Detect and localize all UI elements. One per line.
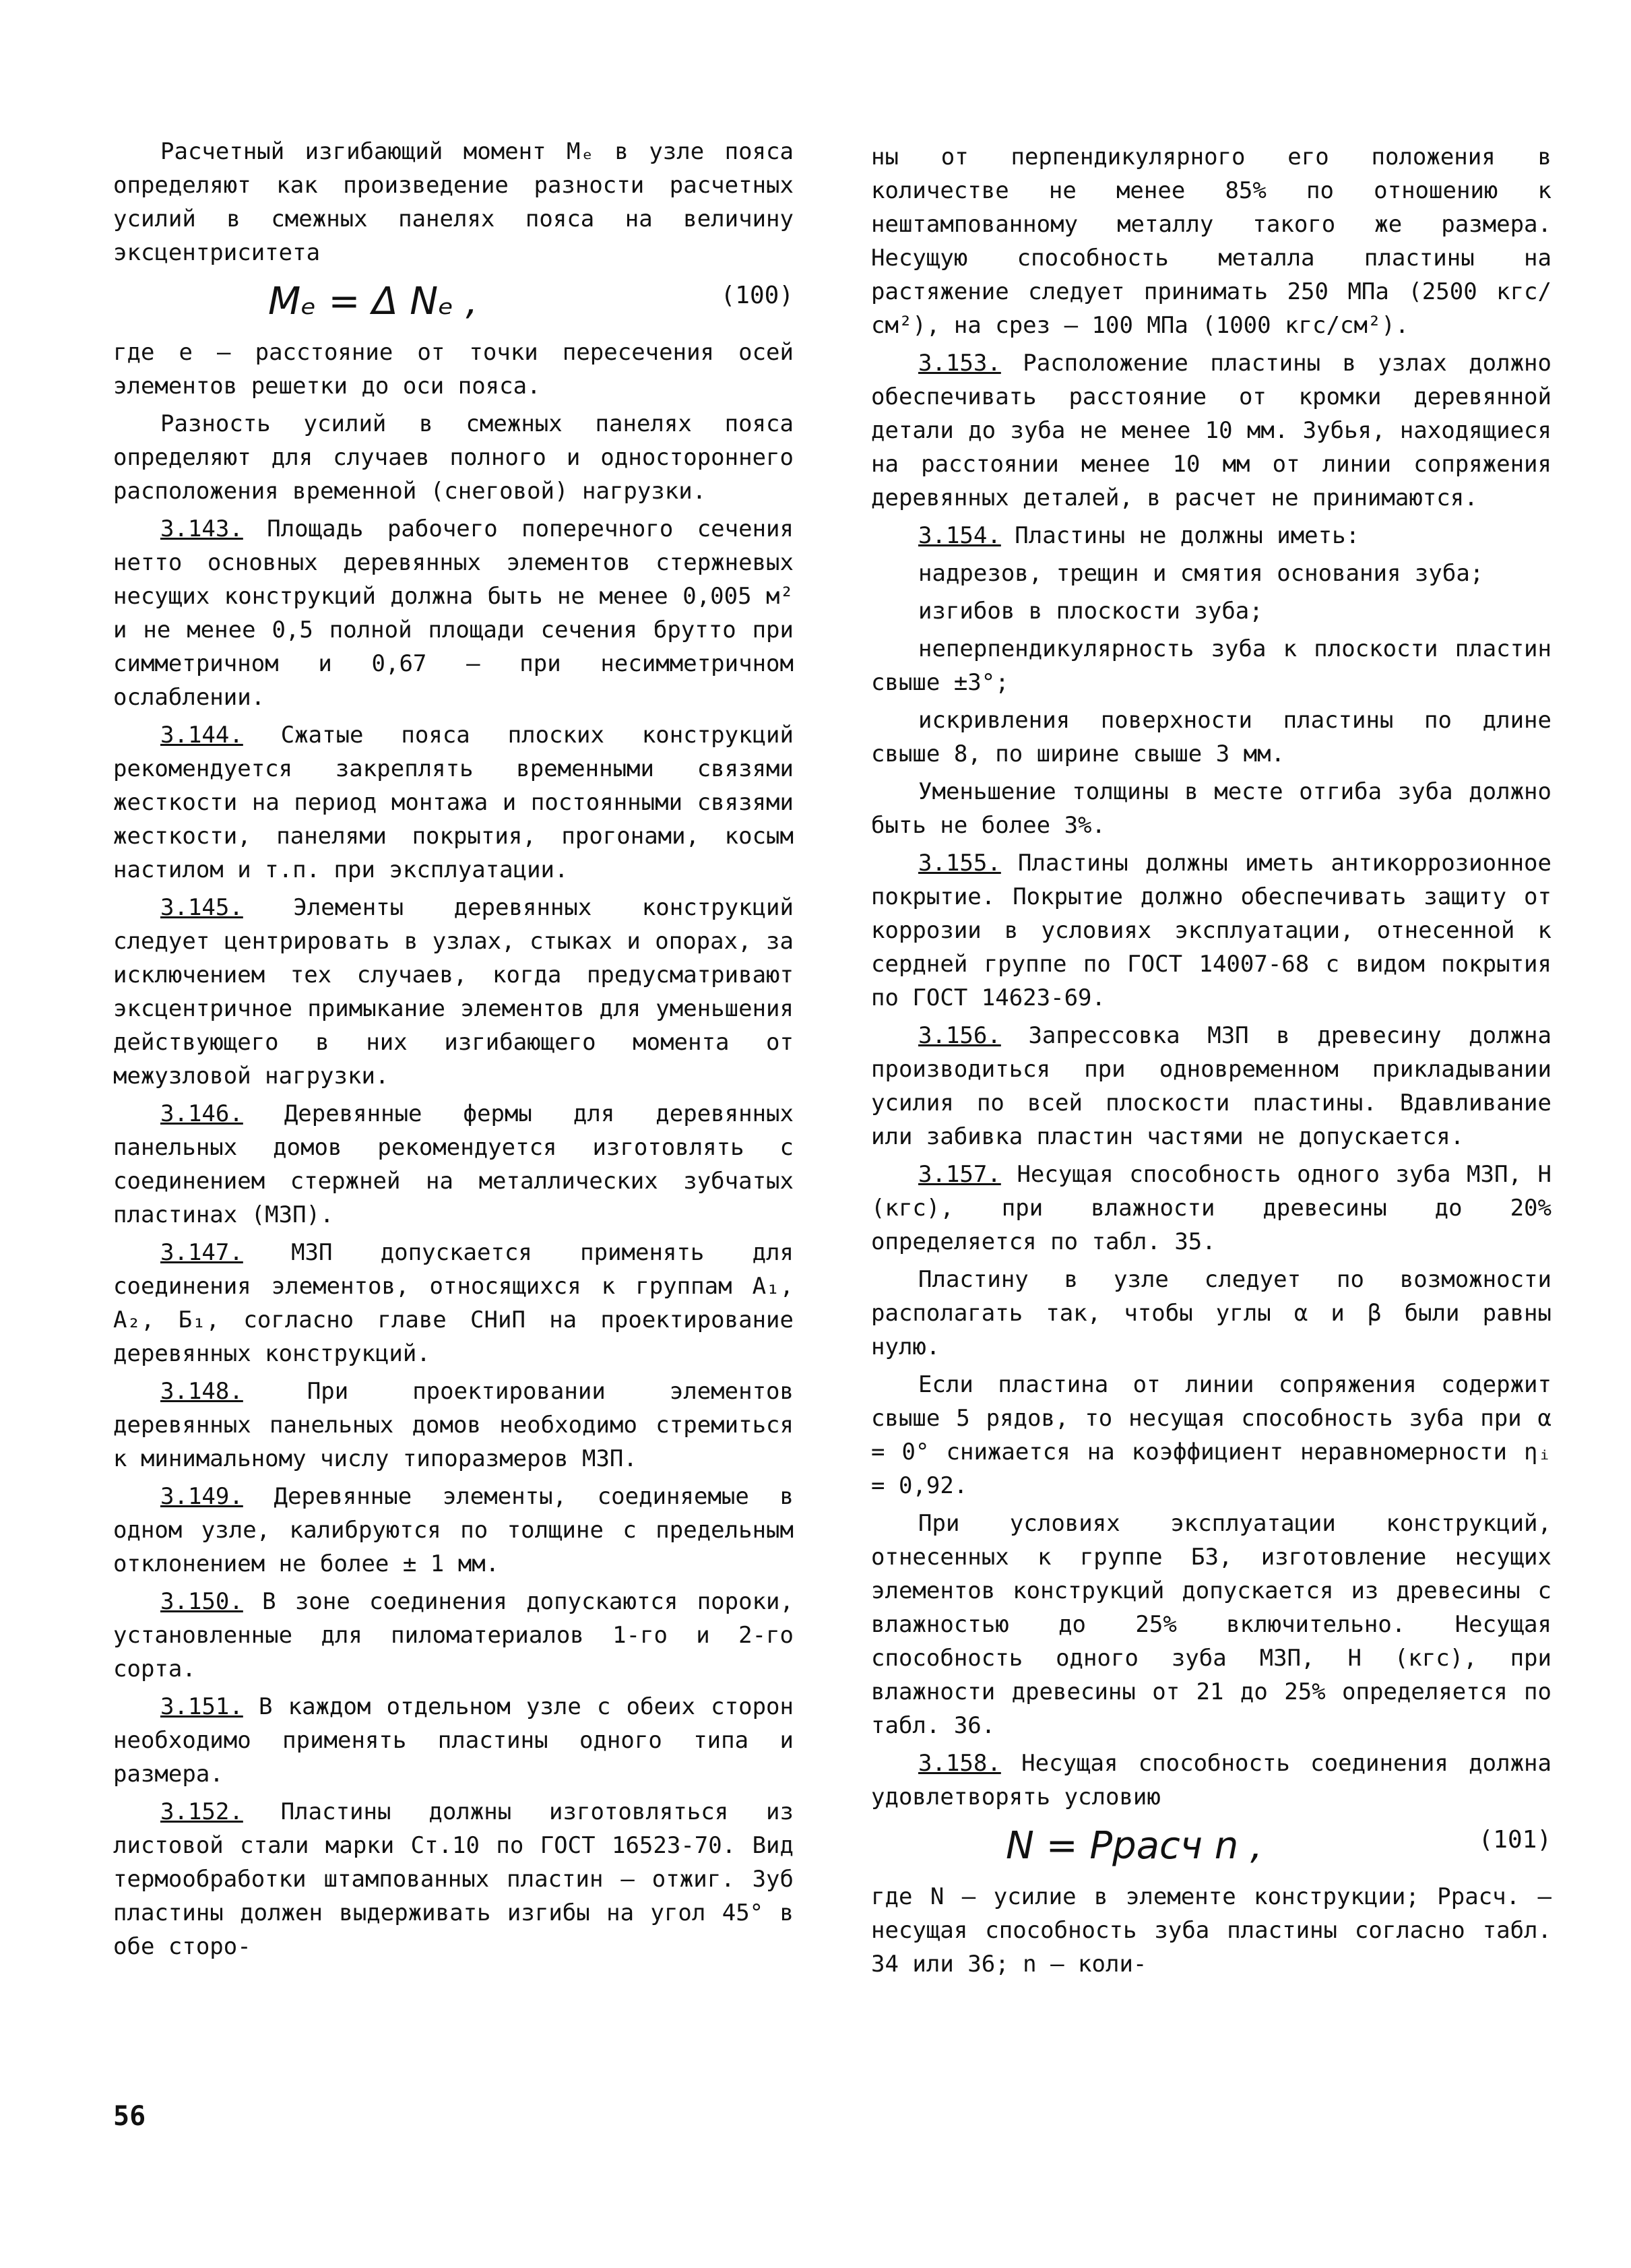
section-text: Запрессовка МЗП в древесину должна производиться при одновременном прикладывании усилия по всей плоскости пластины. Вдавливание или забивка пластин частями не допускается. xyxy=(871,1022,1552,1150)
section-number: 3.144. xyxy=(160,722,243,749)
paragraph-moment: Расчетный изгибающий момент Mₑ в узле пояса определяют как произведение разности расчетных усилий в смежных панелях пояса на величину эксцентриситета xyxy=(113,138,794,266)
section-number: 3.147. xyxy=(160,1239,243,1266)
section-text: Деревянные элементы, соединяемые в одном узле, калибруются по толщине с предельным отклонением не более ± 1 мм. xyxy=(113,1483,794,1577)
section-text: Сжатые пояса плоских конструкций рекомендуется закреплять временными связями жесткости на период монтажа и постоянными связями жесткости, панелями покрытия, прогонами, косым настилом и т.п. при эксплуатации. xyxy=(113,722,794,883)
section-number: 3.146. xyxy=(160,1100,243,1127)
section-3-147 xyxy=(113,1236,794,1371)
section-number: 3.145. xyxy=(160,894,243,921)
section-text: Несущая способность соединения должна удовлетворять условию xyxy=(871,1750,1552,1810)
section-3-158 xyxy=(871,1746,1552,1814)
section-number: 3.155. xyxy=(918,850,1001,877)
paragraph-where-e: где e – расстояние от точки пересечения осей элементов решетки до оси пояса. xyxy=(113,339,794,400)
section-text: Площадь рабочего поперечного сечения нетто основных деревянных элементов стержневых несущих конструкций должна быть не менее 0,005 м² и не менее 0,5 полной площади сечения брутто при симметричном и 0,67 – при несимметричном ослаблении. xyxy=(113,515,794,711)
section-3-152 xyxy=(113,1795,794,1963)
section-3-146 xyxy=(113,1097,794,1232)
formula-100-expression: Mₑ = Δ Nₑ , xyxy=(268,280,478,323)
section-3-155 xyxy=(871,846,1552,1015)
section-number: 3.158. xyxy=(918,1750,1001,1777)
page-number: 56 xyxy=(113,2101,146,2132)
paragraph-continuation: ны от перпендикулярного его положения в количестве не менее 85% по отношению к нештампованному металлу такого же размера. Несущую способность металла пластины на растяжение следует принимать 250 МПа (2500 кгс/см²), на срез – 100 МПа (1000 кгс/см²). xyxy=(871,144,1552,339)
list-item: надрезов, трещин и смятия основания зуба; xyxy=(918,560,1484,587)
list-item: искривления поверхности пластины по длине свыше 8, по ширине свыше 3 мм. xyxy=(871,707,1552,767)
section-3-144 xyxy=(113,718,794,887)
paragraph-thickness: Уменьшение толщины в месте отгиба зуба должно быть не более 3%. xyxy=(871,778,1552,839)
section-number: 3.149. xyxy=(160,1483,243,1510)
section-text: Расположение пластины в узлах должно обеспечивать расстояние от кромки деревянной детали до зуба не менее 10 мм. Зубья, находящиеся на расстоянии менее 10 мм от линии сопряжения деревянных деталей, в расчет не принимаются. xyxy=(871,350,1552,511)
section-3-156 xyxy=(871,1019,1552,1154)
section-text: Пластины должны изготовляться из листовой стали марки Ст.10 по ГОСТ 16523-70. Вид термообработки штампованных пластин – отжиг. Зуб пластины должен выдерживать изгибы на угол 45° в обе сторо- xyxy=(113,1798,794,1960)
section-number: 3.153. xyxy=(918,350,1001,377)
paragraph-where-n: где N – усилие в элементе конструкции; Pрасч. – несущая способность зуба пластины согласно табл. 34 или 36; n – коли- xyxy=(871,1883,1552,1978)
section-3-157 xyxy=(871,1158,1552,1259)
formula-101 xyxy=(871,1817,1552,1876)
list-item: неперпендикулярность зуба к плоскости пластин свыше ±3°; xyxy=(871,635,1552,696)
section-number: 3.154. xyxy=(918,522,1001,549)
paragraph-group-b3: При условиях эксплуатации конструкций, отнесенных к группе Б3, изготовление несущих элементов конструкций допускается из древесины с влажностью до 25% включительно. Несущая способность одного зуба МЗП, Н (кгс), при влажности древесины от 21 до 25% определяется по табл. 36. xyxy=(871,1510,1552,1739)
section-3-143 xyxy=(113,512,794,714)
section-text: Элементы деревянных конструкций следует центрировать в узлах, стыках и опорах, за исключением тех случаев, когда предусматривают эксцентричное примыкание элементов для уменьшения действующего в них изгибающего момента от межузловой нагрузки. xyxy=(113,894,794,1090)
formula-100 xyxy=(113,272,794,332)
paragraph-plate-placement: Пластину в узле следует по возможности располагать так, чтобы углы α и β были равны нулю. xyxy=(871,1266,1552,1360)
section-3-149 xyxy=(113,1480,794,1581)
section-text: Деревянные фермы для деревянных панельных домов рекомендуется изготовлять с соединением стержней на металлических зубчатых пластинах (МЗП). xyxy=(113,1100,794,1228)
section-3-145 xyxy=(113,891,794,1093)
section-text: МЗП допускается применять для соединения элементов, относящихся к группам А₁, А₂, Б₁, согласно главе СНиП на проектирование деревянных конструкций. xyxy=(113,1239,794,1367)
section-text: Пластины должны иметь антикоррозионное покрытие. Покрытие должно обеспечивать защиту от коррозии в условиях эксплуатации, отнесенной к сердней группе по ГОСТ 14007-68 с видом покрытия по ГОСТ 14623-69. xyxy=(871,850,1552,1011)
paragraph-rows: Если пластина от линии сопряжения содержит свыше 5 рядов, то несущая способность зуба при α = 0° снижается на коэффициент неравномерности ηᵢ = 0,92. xyxy=(871,1371,1552,1499)
right-column xyxy=(871,140,1552,1981)
section-number: 3.151. xyxy=(160,1693,243,1720)
formula-101-expression: N = Pрасч n , xyxy=(1006,1824,1262,1868)
section-number: 3.157. xyxy=(918,1161,1001,1188)
formula-101-number: (101) xyxy=(1478,1826,1552,1854)
list-item: изгибов в плоскости зуба; xyxy=(918,598,1263,625)
section-3-148 xyxy=(113,1375,794,1476)
section-number: 3.148. xyxy=(160,1378,243,1405)
section-text: В каждом отдельном узле с обеих сторон необходимо применять пластины одного типа и размера. xyxy=(113,1693,794,1788)
section-3-153 xyxy=(871,346,1552,515)
left-column xyxy=(113,135,794,1963)
paragraph-force-difference: Разность усилий в смежных панелях пояса определяют для случаев полного и одностороннего расположения временной (снеговой) нагрузки. xyxy=(113,410,794,505)
section-3-150 xyxy=(113,1585,794,1686)
section-number: 3.152. xyxy=(160,1798,243,1825)
section-3-151 xyxy=(113,1690,794,1791)
section-text: Несущая способность одного зуба МЗП, Н (кгс), при влажности древесины до 20% определяется по табл. 35. xyxy=(871,1161,1552,1255)
section-3-154 xyxy=(871,519,1552,553)
section-text: При проектировании элементов деревянных панельных домов необходимо стремиться к минимальному числу типоразмеров МЗП. xyxy=(113,1378,794,1472)
formula-100-number: (100) xyxy=(720,282,794,309)
section-text: Пластины не должны иметь: xyxy=(1000,522,1360,549)
section-number: 3.150. xyxy=(160,1588,243,1615)
section-number: 3.156. xyxy=(918,1022,1001,1049)
section-text: В зоне соединения допускаются пороки, установленные для пиломатериалов 1-го и 2-го сорта. xyxy=(113,1588,794,1682)
section-number: 3.143. xyxy=(160,515,243,542)
